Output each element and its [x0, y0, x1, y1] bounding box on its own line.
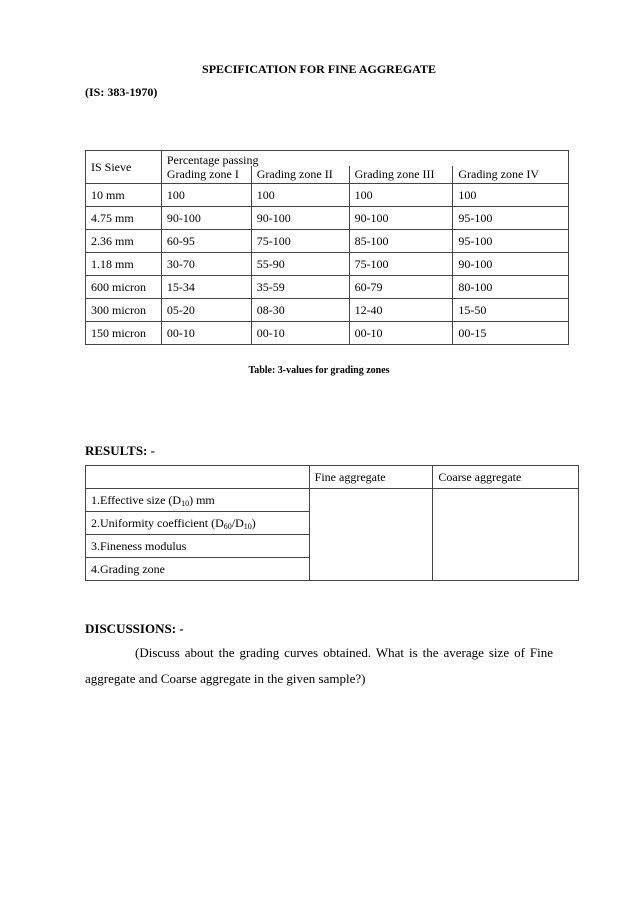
coarse-aggregate-header: Coarse aggregate	[433, 466, 579, 489]
sieve-size: 1.18 mm	[86, 253, 162, 276]
zone-value: 30-70	[161, 253, 251, 276]
sieve-size: 600 micron	[86, 276, 162, 299]
sieve-size: 4.75 mm	[86, 207, 162, 230]
uniformity-subscript-60: 60	[223, 521, 232, 531]
zone-value: 05-20	[161, 299, 251, 322]
fine-aggregate-header: Fine aggregate	[309, 466, 433, 489]
coarse-aggregate-results-cell[interactable]	[433, 489, 579, 581]
fineness-modulus-label: 3.Fineness modulus	[86, 535, 310, 558]
grading-zone-label: 4.Grading zone	[86, 558, 310, 581]
results-heading: RESULTS: -	[85, 443, 155, 458]
sieve-size: 10 mm	[86, 184, 162, 207]
uniformity-coefficient-label	[86, 512, 310, 535]
zone-value: 00-10	[251, 322, 349, 345]
is-sieve-header: IS Sieve	[86, 151, 162, 184]
zone-value: 90-100	[161, 207, 251, 230]
effective-size-text: 1.Effective size (D	[91, 492, 182, 507]
zone-i-header: Grading zone I	[161, 166, 251, 184]
zone-value: 00-10	[161, 322, 251, 345]
zone-value: 90-100	[251, 207, 349, 230]
effective-size-unit: ) mm	[189, 492, 215, 507]
table-caption: Table: 3-values for grading zones	[248, 365, 390, 376]
zone-value: 60-79	[349, 276, 453, 299]
zone-value: 00-10	[349, 322, 453, 345]
table-row	[86, 253, 569, 276]
effective-size-subscript: 10	[181, 498, 190, 508]
sieve-size: 300 micron	[86, 299, 162, 322]
document-title: SPECIFICATION FOR FINE AGGREGATE	[202, 62, 436, 76]
discussions-heading: DISCUSSIONS: -	[85, 621, 184, 636]
zone-value: 95-100	[453, 207, 569, 230]
zone-value: 35-59	[251, 276, 349, 299]
table-row	[86, 299, 569, 322]
zone-value: 75-100	[251, 230, 349, 253]
zone-value: 60-95	[161, 230, 251, 253]
zone-ii-header: Grading zone II	[251, 166, 349, 184]
zone-value: 15-50	[453, 299, 569, 322]
uniformity-close: )	[251, 515, 256, 530]
fine-aggregate-results-cell[interactable]	[309, 489, 433, 581]
results-table	[85, 465, 579, 581]
uniformity-text: 2.Uniformity coefficient (D	[91, 515, 224, 530]
zone-value: 100	[349, 184, 453, 207]
zone-value: 75-100	[349, 253, 453, 276]
zone-iii-header: Grading zone III	[349, 166, 453, 184]
grading-zones-table	[85, 150, 569, 345]
zone-value: 90-100	[349, 207, 453, 230]
zone-value: 90-100	[453, 253, 569, 276]
zone-value: 85-100	[349, 230, 453, 253]
percentage-passing-header: Percentage passing	[161, 151, 568, 167]
discussion-paragraph: (Discuss about the grading curves obtained. What is the average size of Fine aggregate and Coarse aggregate in the given sample?)	[85, 645, 553, 686]
effective-size-label	[86, 489, 310, 512]
blank-header-cell	[86, 466, 310, 489]
zone-value: 12-40	[349, 299, 453, 322]
table-row	[86, 230, 569, 253]
table-row	[86, 207, 569, 230]
zone-iv-header: Grading zone IV	[453, 166, 569, 184]
standard-reference: (IS: 383-1970)	[85, 85, 158, 99]
zone-value: 100	[453, 184, 569, 207]
zone-value: 15-34	[161, 276, 251, 299]
zone-value: 08-30	[251, 299, 349, 322]
sieve-size: 2.36 mm	[86, 230, 162, 253]
zone-value: 55-90	[251, 253, 349, 276]
zone-value: 95-100	[453, 230, 569, 253]
sieve-size: 150 micron	[86, 322, 162, 345]
table-row	[86, 322, 569, 345]
zone-value: 100	[251, 184, 349, 207]
zone-value: 80-100	[453, 276, 569, 299]
table-row	[86, 276, 569, 299]
uniformity-subscript-10: 10	[243, 521, 252, 531]
uniformity-divider: /D	[231, 515, 244, 530]
table-row	[86, 184, 569, 207]
zone-value: 00-15	[453, 322, 569, 345]
zone-value: 100	[161, 184, 251, 207]
